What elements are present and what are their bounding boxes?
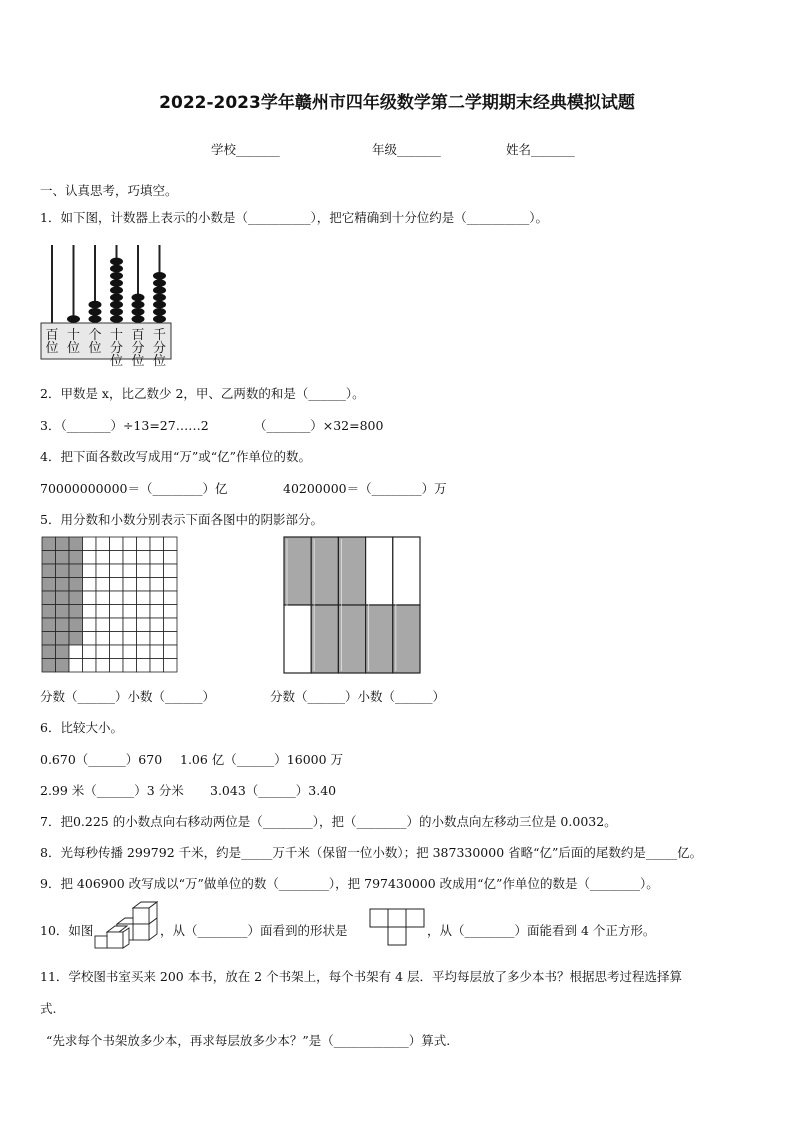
grid-cell [69,591,83,605]
grid-cell [137,632,151,646]
abacus-bead [153,308,166,316]
grid-cell [69,659,83,673]
grid-cell [137,618,151,632]
grid-cell [137,537,151,551]
question-8: 8．光每秒传播 299792 千米，约是_____万千米（保留一位小数）；把 387330000 省略“亿”后面的尾数约是_____亿。 [40,845,703,860]
grid-cell [96,591,110,605]
question-6d: 3.043（______）3.40 [210,783,337,798]
grid-cell [96,564,110,578]
grid-cell [42,551,56,565]
cube-stack-figure [93,900,163,956]
grid-cell [83,618,97,632]
school-field[interactable]: 学校_______ [211,142,280,157]
question-6b: 1.06 亿（______）16000 万 [180,752,344,767]
abacus-label: 百分位 [131,328,145,369]
grid-cell [42,632,56,646]
question-10-middle: ，从（________）面看到的形状是 [160,923,348,938]
question-5a-answers: 分数（______）小数（______） [40,689,216,704]
grid-cell [150,645,164,659]
abacus-bead [132,301,145,309]
section-heading: 一、认真思考，巧填空。 [40,183,178,198]
grid-cell [42,591,56,605]
grid-cell [42,659,56,673]
abacus-bead [132,315,145,323]
grid-cell [56,578,70,592]
grid-cell [123,591,137,605]
abacus-bead [89,308,102,316]
abacus-bead [67,315,80,323]
grid-cell [96,605,110,619]
question-3b: （_______）×32=800 [254,418,384,433]
grid-cell [123,632,137,646]
grid-cell [56,618,70,632]
question-4: 4．把下面各数改写成用“万”或“亿”作单位的数。 [40,449,312,464]
view-shape-figure [369,908,429,948]
grid-cell [150,591,164,605]
abacus-bead [153,315,166,323]
grid-cell [150,659,164,673]
grid-cell [164,659,178,673]
grid-cell [96,659,110,673]
grid-cell [123,618,137,632]
grid-cell [56,645,70,659]
grid-cell [42,578,56,592]
grid-cell [69,618,83,632]
grid-cell [164,564,178,578]
grid-cell [137,591,151,605]
abacus-label: 百位 [45,328,59,356]
hundred-grid-figure [42,537,180,675]
question-11-line2: 式. [40,1001,57,1016]
question-11-line1: 11．学校图书室买来 200 本书，放在 2 个书架上，每个书架有 4 层．平均每层放了多少本书？根据思考过程选择算 [40,969,683,984]
grid-cell [110,578,124,592]
grid-cell [69,605,83,619]
grid-cell [110,645,124,659]
abacus-bead [110,294,123,302]
grid-cell [56,659,70,673]
abacus-bead [132,294,145,302]
question-2: 2．甲数是 x，比乙数少 2，甲、乙两数的和是（______）。 [40,386,365,401]
grid-cell [83,551,97,565]
grid-cell [150,537,164,551]
grid-cell [69,537,83,551]
grid-cell [123,605,137,619]
question-6c: 2.99 米（______）3 分米 [40,783,184,798]
rect-cell-bottom [338,605,365,673]
abacus-label: 个位 [88,328,102,356]
grid-cell [83,591,97,605]
grid-cell [83,605,97,619]
grid-cell [123,659,137,673]
rect-cell-top [366,537,393,605]
abacus-bead [153,301,166,309]
question-9: 9．把 406900 改写成以“万”做单位的数（________），把 797430000 改成用“亿”作单位的数是（________）。 [40,876,659,891]
abacus-bead [153,279,166,287]
grid-cell [123,645,137,659]
grid-cell [123,564,137,578]
grid-cell [83,578,97,592]
grid-cell [164,605,178,619]
grid-cell [110,659,124,673]
question-6: 6．比较大小。 [40,720,123,735]
grid-cell [69,632,83,646]
abacus-bead [153,286,166,294]
abacus-bead [153,294,166,302]
question-11-line3: “先求每个书架放多少本，再求每层放多少本？”是（____________）算式. [46,1033,451,1048]
question-3a: 3．（_______）÷13=27……2 [40,418,209,433]
abacus-bead [110,279,123,287]
grid-cell [83,537,97,551]
abacus-bead [110,272,123,280]
rect-cell-bottom [311,605,338,673]
grid-cell [150,632,164,646]
grid-cell [42,564,56,578]
grid-cell [123,551,137,565]
grid-cell [96,537,110,551]
abacus-bead [110,286,123,294]
grid-cell [69,564,83,578]
rect-cell-bottom [393,605,420,673]
question-1: 1．如下图，计数器上表示的小数是（__________），把它精确到十分位约是（__________）。 [40,210,548,225]
grid-cell [150,605,164,619]
grid-cell [110,632,124,646]
grid-cell [96,632,110,646]
name-field[interactable]: 姓名_______ [506,142,575,157]
rect-cell-bottom [284,605,311,673]
grid-cell [123,578,137,592]
grid-cell [83,564,97,578]
grid-cell [56,591,70,605]
grid-cell [110,564,124,578]
grid-cell [137,645,151,659]
grid-cell [96,618,110,632]
grid-cell [137,564,151,578]
grid-cell [42,605,56,619]
abacus-bead [132,308,145,316]
rect-cell-top [311,537,338,605]
grid-cell [56,605,70,619]
grid-cell [123,537,137,551]
grid-cell [137,659,151,673]
grid-cell [110,605,124,619]
rect-cell-top [284,537,311,605]
grid-cell [83,632,97,646]
rect-cell-bottom [366,605,393,673]
question-4a: 70000000000＝（________）亿 [40,481,228,496]
grid-cell [56,564,70,578]
question-5: 5．用分数和小数分别表示下面各图中的阴影部分。 [40,512,323,527]
grid-cell [96,578,110,592]
grid-cell [42,537,56,551]
abacus-bead [110,265,123,273]
grid-cell [164,645,178,659]
grid-cell [96,645,110,659]
grid-cell [137,605,151,619]
grid-cell [110,591,124,605]
abacus-bead [110,258,123,266]
grid-cell [164,578,178,592]
grid-cell [164,551,178,565]
question-10-end: ，从（________）面能看到 4 个正方形。 [427,923,656,938]
abacus-base [41,323,171,359]
abacus-bead [153,272,166,280]
grid-cell [56,537,70,551]
grid-cell [137,578,151,592]
abacus-bead [110,315,123,323]
question-10-lead: 10．如图 [40,923,94,938]
question-6a: 0.670（______）670 [40,752,163,767]
grid-cell [137,551,151,565]
grid-cell [96,551,110,565]
rect-cell-top [393,537,420,605]
grade-field[interactable]: 年级_______ [372,142,441,157]
grid-cell [42,618,56,632]
abacus-figure [38,243,178,368]
grid-cell [164,632,178,646]
grid-cell [83,645,97,659]
grid-cell [69,551,83,565]
abacus-bead [89,315,102,323]
abacus-label: 十分位 [109,328,124,369]
page-title: 2022-2023学年赣州市四年级数学第二学期期末经典模拟试题 [159,93,635,113]
abacus-bead [110,301,123,309]
grid-cell [42,645,56,659]
abacus-label: 十位 [66,328,81,356]
question-5b-answers: 分数（______）小数（______） [270,689,446,704]
grid-cell [150,578,164,592]
grid-cell [110,618,124,632]
question-4b: 40200000＝（________）万 [283,481,447,496]
grid-cell [56,632,70,646]
abacus-label: 千分位 [152,328,167,369]
grid-cell [150,564,164,578]
rect-cell-top [338,537,365,605]
grid-cell [150,551,164,565]
abacus-bead [110,308,123,316]
grid-cell [164,537,178,551]
grid-cell [110,537,124,551]
grid-cell [56,551,70,565]
grid-cell [83,659,97,673]
grid-cell [69,645,83,659]
grid-cell [150,618,164,632]
grid-cell [110,551,124,565]
abacus-bead [89,301,102,309]
grid-cell [164,591,178,605]
rectangle-figure [284,537,422,675]
grid-cell [69,578,83,592]
question-7: 7．把0.225 的小数点向右移动两位是（________），把（________）的小数点向左移动三位是 0.0032。 [40,814,617,829]
grid-cell [164,618,178,632]
